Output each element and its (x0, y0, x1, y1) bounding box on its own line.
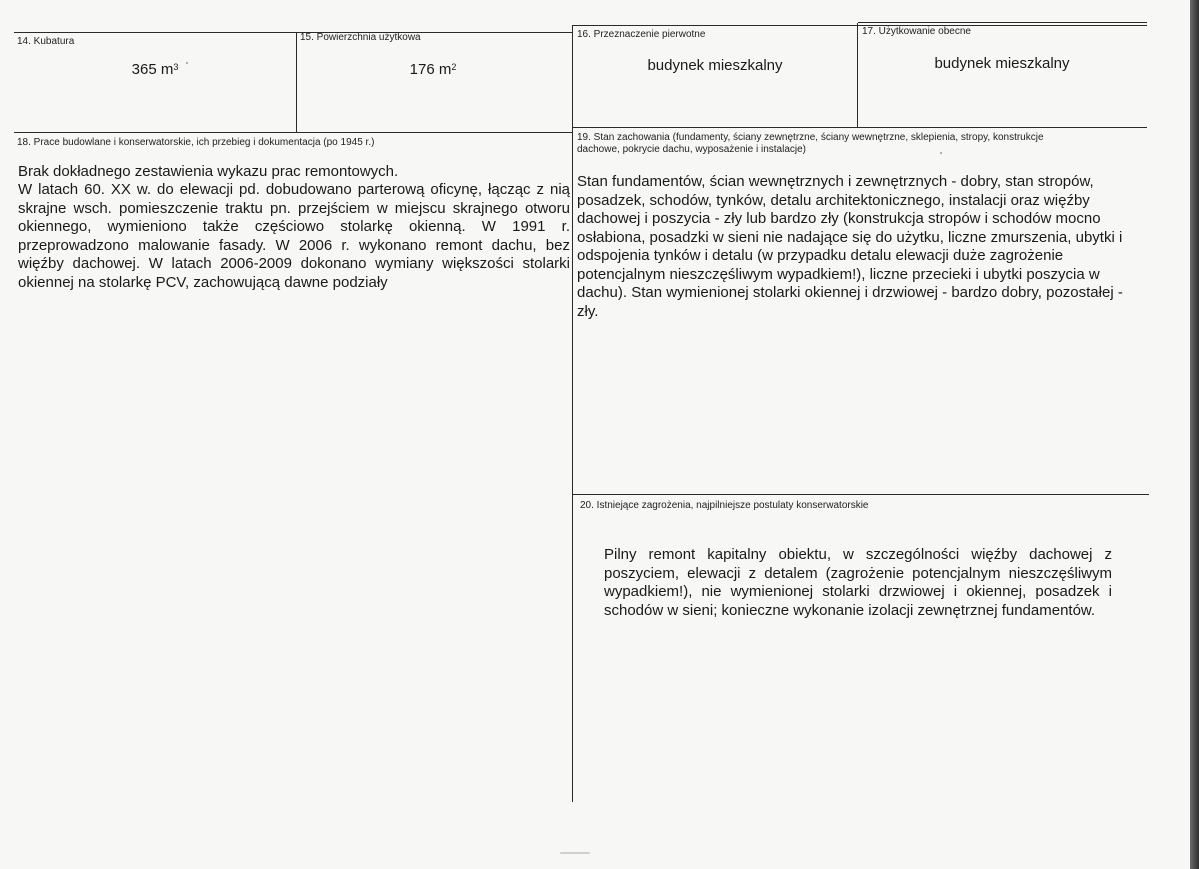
field-20-text: Pilny remont kapitalny obiektu, w szczególności więźby dachowej z poszyciem, elewacji z detalem (zagrożenie potencjalnym nieszczęśliwym wypadkiem!), nie wymienionej stolarki drzwiowej i okiennej, posadzek i schodów w sieni; konieczne wykonanie izolacji zewnętrznej fundamentów. (604, 546, 1112, 619)
field-16-value: budynek mieszkalny (647, 57, 783, 74)
field-15-label: 15. Powierzchnia użytkowa (300, 32, 421, 43)
rule-f14-f15 (296, 32, 297, 132)
rule-f17-top (858, 22, 1147, 23)
field-20-label: 20. Istniejące zagrożenia, najpilniejsze postulaty konserwatorskie (580, 500, 869, 511)
field-18-text: W latach 60. XX w. do elewacji pd. dobudowano parterową oficynę, łącząc z nią skrajne wsch. pomieszczenie traktu pn. przejściem w miejscu skrajnego otworu okiennego, wymieniono także częściowo stolarkę okienną. W 1991 r. przeprowadzono malowanie fasady. W 2006 r. wykonano remont dachu, bez więźby dachowej. W latach 2006-2009 dokonano wymiany większości stolarki okiennej na stolarkę PCV, zachowującą dawne podziały (18, 181, 570, 291)
scan-speck (186, 62, 188, 64)
rule-f18-top (14, 132, 572, 133)
rule-top-row-right (572, 25, 1147, 26)
rule-f20-top (572, 494, 1149, 495)
field-14-number: 365 m (131, 61, 174, 78)
field-18-heading: Brak dokładnego zestawienia wykazu prac remontowych. (18, 163, 399, 180)
field-14-exponent: 3 (173, 62, 179, 72)
field-15-value (300, 61, 566, 79)
field-15-exponent: 2 (451, 62, 457, 72)
field-16-label: 16. Przeznaczenie pierwotne (577, 29, 706, 40)
field-14-label: 14. Kubatura (17, 36, 75, 47)
field-17-label: 17. Użytkowanie obecne (862, 26, 971, 37)
field-14-value (20, 61, 290, 79)
field-17-value: budynek mieszkalny (934, 55, 1070, 72)
scan-speck (560, 852, 590, 854)
scan-speck (940, 152, 942, 154)
scan-edge (1190, 0, 1199, 869)
field-19-text: Stan fundamentów, ścian wewnętrznych i zewnętrznych - dobry, stan stropów, posadzek, schodów, tynków, detalu architektonicznego, instalacji oraz więźby dachowej i poszycia - zły lub bardzo zły (konstrukcja stropów i schodów mocno osłabiona, posadzki w sieni nie nadające się do użytku, liczne zmurszenia, ubytki i odspojenia tynków i detalu (w przypadku detalu elewacji duże zagrożenie potencjalnym nieszczęśliwym wypadkiem!), liczne przecieki i ubytki poszycia w dachu). Stan wymienionej stolarki okiennej i drzwiowej - bardzo dobry, pozostałej - zły. (577, 173, 1123, 320)
field-19-label: 19. Stan zachowania (fundamenty, ściany zewnętrzne, ściany wewnętrzne, sklepienia, stropy, konstrukcje dachowe, pokrycie dachu, wyposażenie i instalacje) (577, 132, 1044, 155)
field-18-label: 18. Prace budowlane i konserwatorskie, ich przebieg i dokumentacja (po 1945 r.) (17, 137, 375, 148)
rule-f15-f16 (572, 26, 573, 802)
rule-f19-top (572, 127, 1147, 128)
field-15-number: 176 m (409, 61, 452, 78)
rule-top-row-left (14, 32, 572, 33)
rule-f16-f17 (857, 23, 858, 128)
